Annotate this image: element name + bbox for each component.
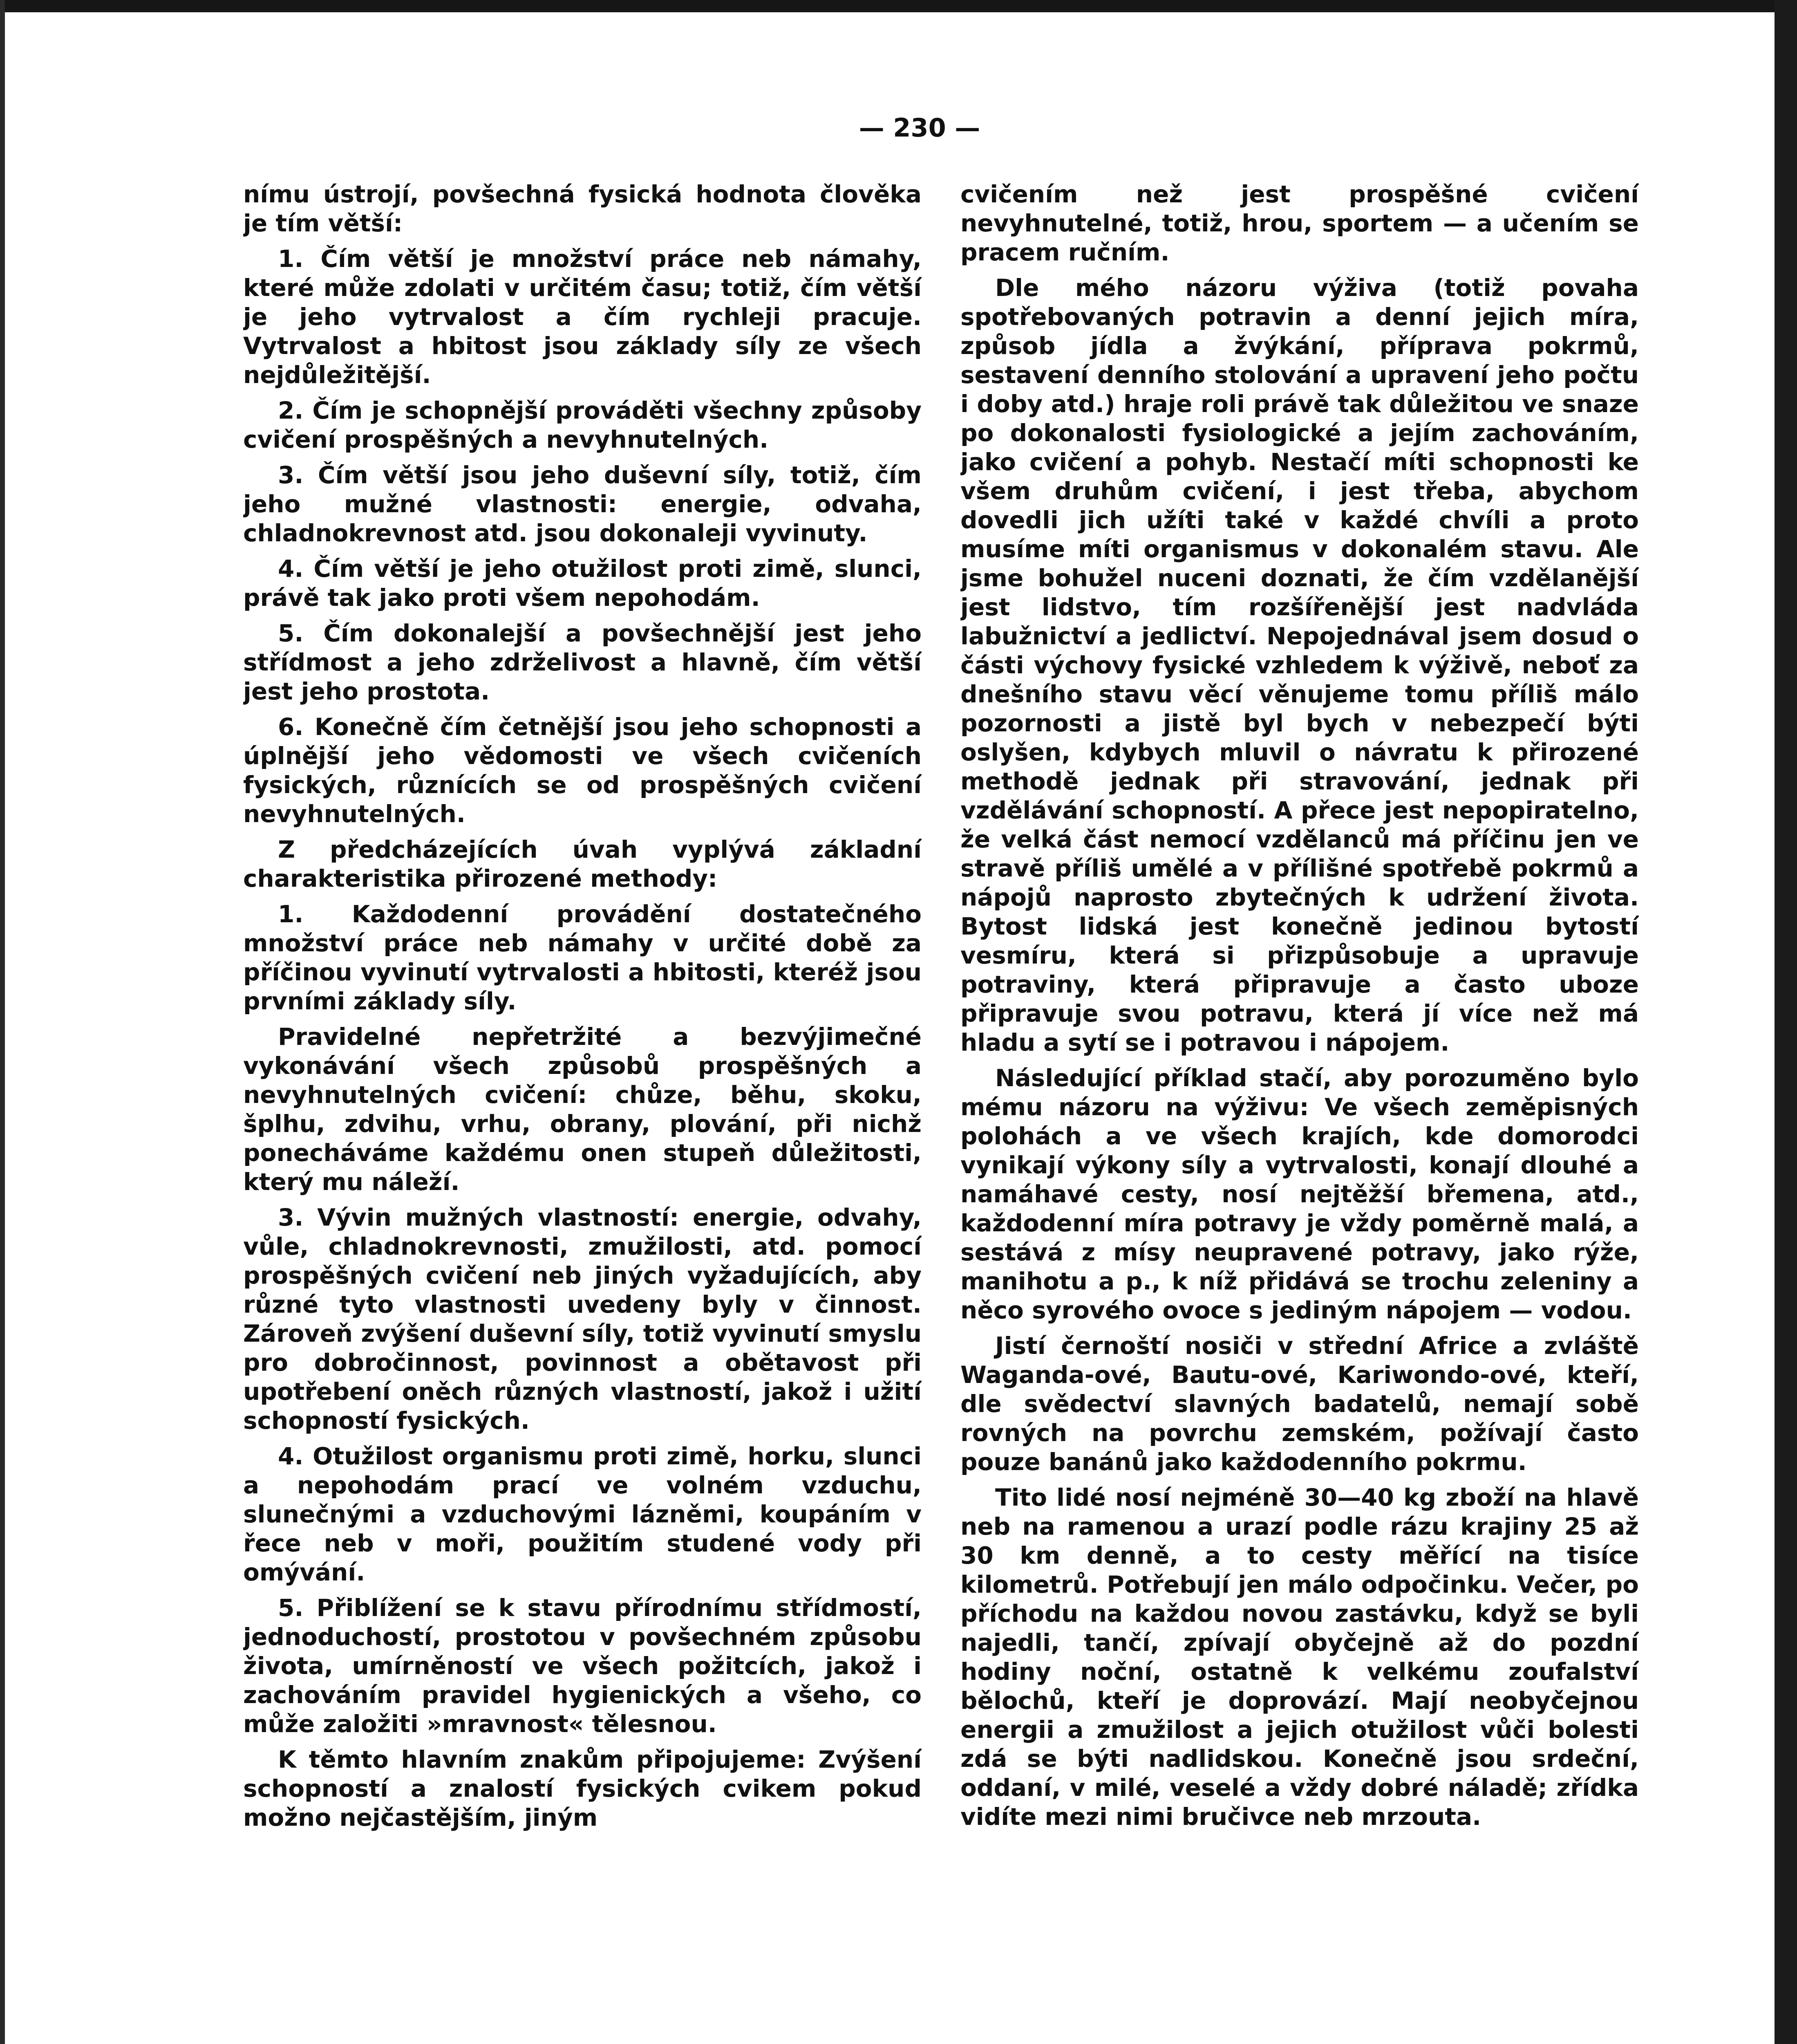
paragraph: Dle mého názoru výživa (totiž povaha spotřebovaných potravin a denní jejich míra, způsob jídla a žvýkání, příprava pokrmů, sestavení denního stolování a upravení jeho počtu i doby atd.) hraje roli právě tak důležitou ve snaze po dokonalosti fysiologické a jejím zachováním, jako cvičení a pohyb. Nestačí míti schopnosti ke všem druhům cvičení, i jest třeba, abychom dovedli jich užíti také v každé chvíli a proto musíme míti organismus v dokonalém stavu. Ale jsme bohužel nuceni doznati, že čím vzdělanější jest lidstvo, tím rozšířenější jest nadvláda labužnictví a jedlictví. Nepojednával jsem dosud o části výchovy fysické vzhledem k výživě, neboť za dnešního stavu věcí věnujeme tomu příliš málo pozornosti a jistě byl bych v nebezpečí býti oslyšen, kdybych mluvil o návratu k přirozené methodě jednak při stravování, jednak při vzdělávání schopností. A přece jest nepopiratelno, že velká část nemocí vzdělanců má příčinu jen ve stravě příliš umělé a v přílišné spotřebě pokrmů a nápojů naprosto zbytečných k udržení života. Bytost lidská jest konečně jedinou bytostí vesmíru, která si přizpůsobuje a upravuje potraviny, která připravuje a často uboze připravuje svou potravu, která jí více než má hladu a sytí se i potravou i nápojem. xyxy=(960,274,1639,1056)
paragraph: Tito lidé nosí nejméně 30—40 kg zboží na hlavě neb na ramenou a urazí podle rázu krajiny 25 až 30 km denně, a to cesty měřící na tisíce kilometrů. Potřebují jen málo odpočinku. Večer, po příchodu na každou novou zastávku, když se byli najedli, tančí, zpívají obyčejně až do pozdní hodiny noční, ostatně k velkému zoufalství bělochů, kteří je doprovází. Mají neobyčejnou energii a zmužilost a jejich otužilost vůči bolesti zdá se býti nadlidskou. Konečně jsou srdeční, oddaní, v milé, veselé a vždy dobré náladě; zřídka vidíte mezi nimi bručivce neb mrzouta. xyxy=(960,1484,1639,1831)
paragraph: 4. Otužilost organismu proti zimě, horku, slunci a nepohodám prací ve volném vzduchu, slunečnými a vzduchovými lázněmi, koupáním v řece neb v moři, použitím studené vody při omývání. xyxy=(243,1442,922,1586)
paragraph: Jistí černoští nosiči v střední Africe a zvláště Waganda-ové, Bautu-ové, Kariwondo-ové, kteří, dle svědectví slavných badatelů, nemají sobě rovných na povrchu zemském, požívají často pouze banánů jako každodenního pokrmu. xyxy=(960,1332,1639,1476)
page-number: — 230 — xyxy=(859,113,980,143)
paragraph: 5. Čím dokonalejší a povšechnější jest jeho střídmost a jeho zdrželivost a hlavně, čím větší jest jeho prostota. xyxy=(243,619,922,705)
paragraph: 6. Konečně čím četnější jsou jeho schopnosti a úplnější jeho vědomosti ve všech cvičeních fysických, různících se od prospěšných cvičení nevyhnutelných. xyxy=(243,713,922,828)
paragraph: 2. Čím je schopnější prováděti všechny způsoby cvičení prospěšných a nevyhnutelných. xyxy=(243,397,922,453)
paragraph: 1. Každodenní provádění dostatečného množství práce neb námahy v určité době za příčinou vyvinutí vytrvalosti a hbitosti, kteréž jsou prvními základy síly. xyxy=(243,900,922,1015)
paragraph: Pravidelné nepřetržité a bezvýjimečné vykonávání všech způsobů prospěšných a nevyhnutelných cvičení: chůze, běhu, skoku, šplhu, zdvihu, vrhu, obrany, plování, při nichž ponecháváme každému onen stupeň důležitosti, který mu náleží. xyxy=(243,1023,922,1196)
right-column xyxy=(960,180,1639,2044)
paragraph: 4. Čím větší je jeho otužilost proti zimě, slunci, právě tak jako proti všem nepohodám. xyxy=(243,555,922,612)
paragraph: 3. Čím větší jsou jeho duševní síly, totiž, čím jeho mužné vlastnosti: energie, odvaha, chladnokrevnost atd. jsou dokonaleji vyvinuty. xyxy=(243,461,922,547)
paragraph: Z předcházejících úvah vyplývá základní charakteristika přirozené methody: xyxy=(243,836,922,892)
paragraph: 5. Přiblížení se k stavu přírodnímu střídmostí, jednoduchostí, prostotou v povšechném způsobu života, umírněností ve všech požitcích, jakož i zachováním pravidel hygienických a všeho, co může založiti »mravnost« tělesnou. xyxy=(243,1594,922,1738)
left-column xyxy=(243,180,922,2044)
scan-edge-left xyxy=(0,0,5,2044)
scan-edge-right xyxy=(1775,0,1797,2044)
paragraph: cvičením než jest prospěšné cvičení nevyhnutelné, totiž, hrou, sportem — a učením se pracem ručním. xyxy=(960,180,1639,266)
paragraph: 1. Čím větší je množství práce neb námahy, které může zdolati v určitém času; totiž, čím větší je jeho vytrvalost a čím rychleji pracuje. Vytrvalost a hbitost jsou základy síly ze všech nejdůležitější. xyxy=(243,245,922,389)
scan-edge-top xyxy=(0,0,1797,12)
paragraph: Následující příklad stačí, aby porozuměno bylo mému názoru na výživu: Ve všech zeměpisných polohách a ve všech krajích, kde domorodci vynikají výkony síly a vytrvalosti, konají dlouhé a namáhavé cesty, nosí nejtěžší břemena, atd., každodenní míra potravy je vždy poměrně malá, a sestává z mísy neupravené potravy, jako rýže, manihotu a p., k níž přidává se trochu zeleniny a něco syrového ovoce s jediným nápojem — vodou. xyxy=(960,1064,1639,1324)
paragraph: 3. Vývin mužných vlastností: energie, odvahy, vůle, chladnokrevnosti, zmužilosti, atd. pomocí prospěšných cvičení neb jiných vyžadujících, aby různé tyto vlastnosti uvedeny byly v činnost. Zároveň zvýšení duševní síly, totiž vyvinutí smyslu pro dobročinnost, povinnost a obětavost při upotřebení oněch různých vlastností, jakož i užití schopností fysických. xyxy=(243,1204,922,1434)
paragraph: nímu ústrojí, povšechná fysická hodnota člověka je tím větší: xyxy=(243,180,922,237)
paragraph: K těmto hlavním znakům připojujeme: Zvýšení schopností a znalostí fysických cvikem pokud možno nejčastějším, jiným xyxy=(243,1746,922,1831)
